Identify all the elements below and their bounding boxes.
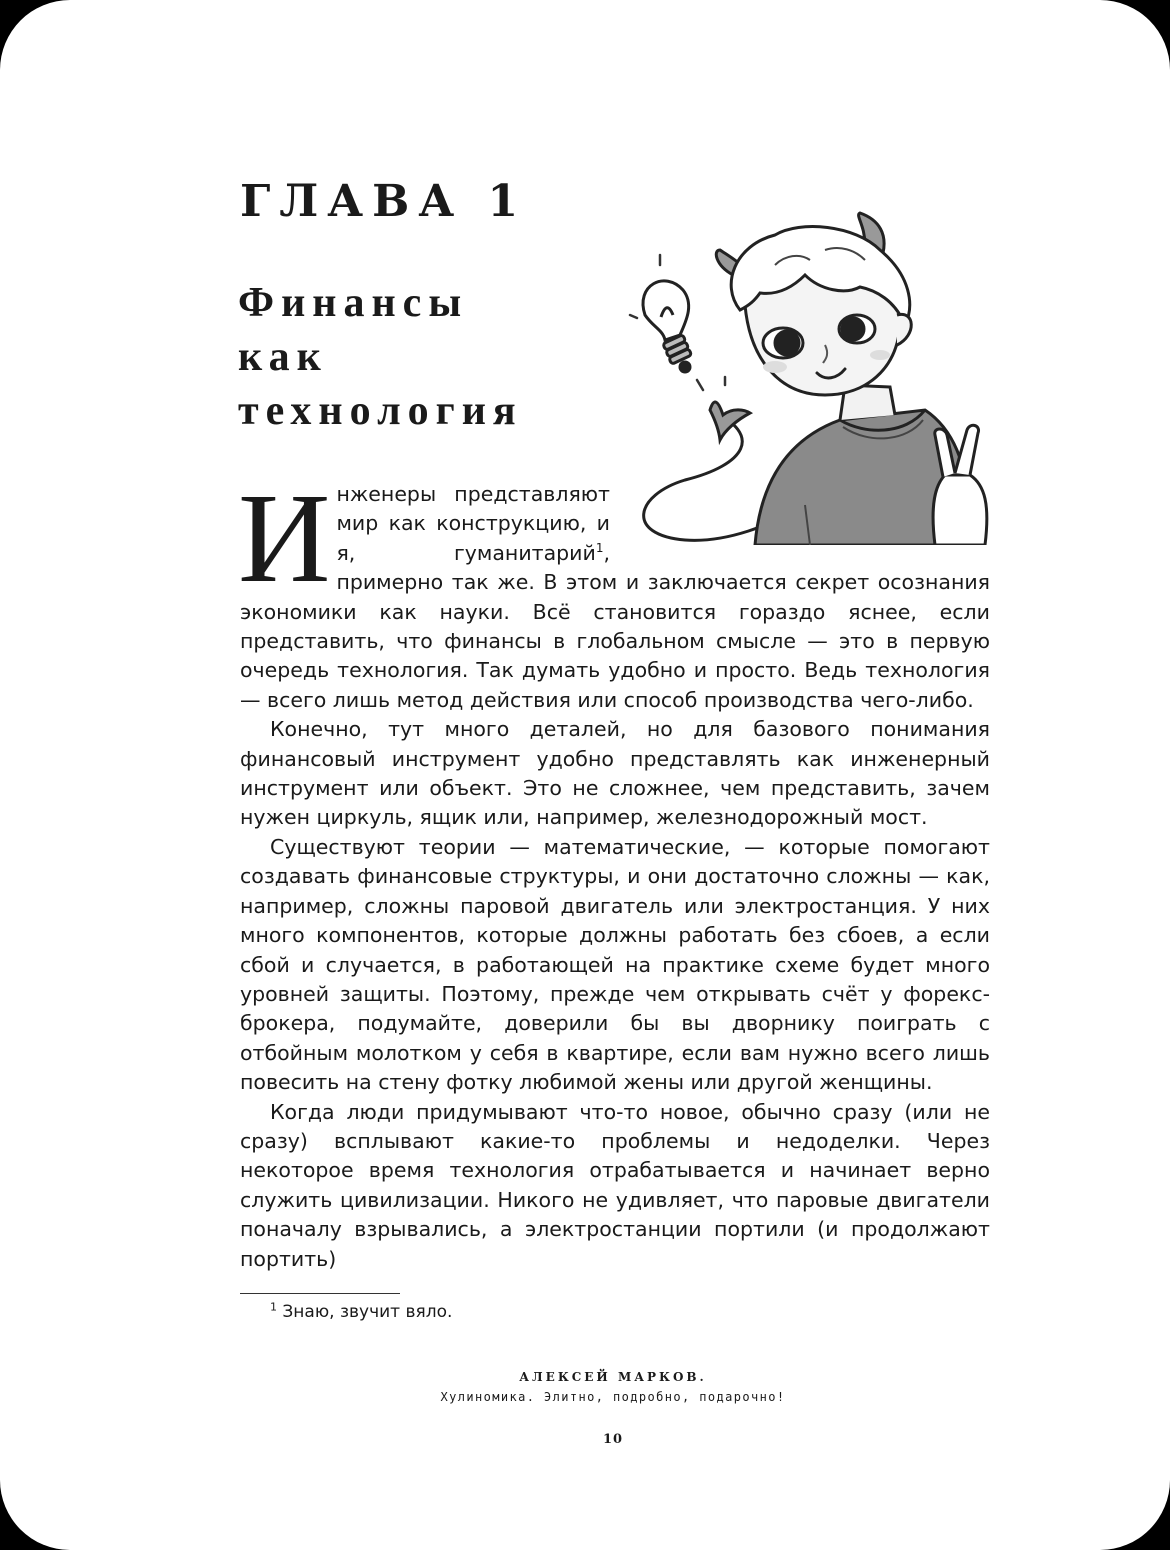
paragraph-text: , примерно так же. В этом и заключается секрет осознания экономики как науки. Всё становится гораздо яснее, если представить, что финансы в глобальном смысле — это в первую очередь технология. Так думать удобно и просто. Ведь технология — всего лишь метод действия или способ производства чего-либо. [240,540,990,712]
paragraph: Когда люди придумывают что-то новое, обычно сразу (или не сразу) всплывают какие-то проблемы и недоделки. Через некоторое время технология отрабатывается и начинает верно служить цивилизации. Никого не удивляет, что паровые двигатели поначалу взрывались, а электростанции портили (и продолжают портить) [240,1099,990,1271]
footnote-reference[interactable]: 1 [595,540,604,555]
chapter-heading: ГЛАВА 1 [240,176,528,227]
running-footer-book-title: Хулиномика. Элитно, подробно, подарочно! [440,1390,786,1404]
footnote-text: Знаю, звучит вяло. [277,1302,453,1322]
body-text [238,467,990,1274]
running-footer-author: АЛЕКСЕЙ МАРКОВ. [519,1370,707,1384]
drop-cap: И [238,467,331,609]
title-line: Финансы [238,280,469,326]
paragraph: Конечно, тут много деталей, но для базового понимания финансовый инструмент удобно представлять как инженерный инструмент или объект. Это не сложнее, чем представить, зачем нужен циркуль, ящик или, например, железнодорожный мост. [240,717,990,830]
title-line: как [238,334,328,380]
footnote [270,1302,452,1322]
title-line: технология [238,388,523,434]
lightbulb-icon [643,281,692,372]
footnote-mark: 1 [270,1300,277,1314]
illustration-spacer [610,480,990,562]
paragraph-text: нженеры представляют мир как конструкцию, и я, гуманитарий [336,482,610,565]
paragraph: Существуют теории — математические, — которые помогают создавать финансовые структуры, и они достаточно сложны — как, например, сложны паровой двигатель или электростанция. У них много компонентов, которые должны работать без сбоев, а если сбой и случается, в работающей на практике схеме будет много уровней защиты. Поэтому, прежде чем открывать счёт у форекс-брокера, подумайте, доверили бы вы дворнику поиграть с отбойным молотком у себя в квартире, если вам нужно всего лишь повесить на стену фотку любимой жены или другой женщины. [240,834,990,1095]
chapter-title [238,276,523,438]
page-number: 10 [602,1432,624,1447]
footnote-divider [240,1293,400,1294]
